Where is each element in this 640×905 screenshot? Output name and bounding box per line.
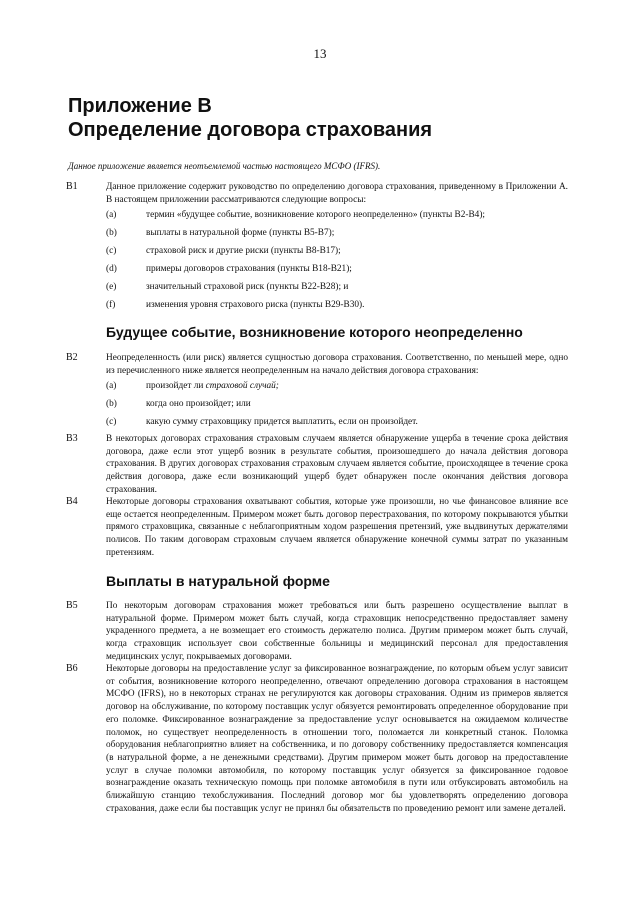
list-item-text: значительный страховой риск (пункты B22-B28); и [146,282,349,292]
intro-note: Данное приложение является неотъемлемой частью настоящего МСФО (IFRS). [68,161,381,171]
paragraph-number-b4: B4 [66,496,78,507]
list-item-letter: (a) [106,381,117,391]
list-item-letter: (c) [106,246,117,256]
list-item-text: изменения уровня страхового риска (пункты B29-B30). [146,300,365,310]
paragraph-b3-text: В некоторых договорах страхования страховым случаем является обнаружение ущерба в течение срока действия договора, даже если этот ущерб возник в результате события, произошедшего до начала действия договора страхования. В других договорах страхования страховым случаем является событие, происходящее в течение срока действия договора, даже если возникающий ущерб будет обнаружен после окончания действия договора страхования. [106,434,568,495]
paragraph-number-b2: B2 [66,352,78,363]
paragraph-number-b5: B5 [66,600,78,611]
paragraph-b4-text: Некоторые договоры страхования охватывают события, которые уже произошли, но чье финансовое влияние все еще остается неопределенным. Примером может быть договор перестрахования, по которому покрываются убытки прямого страховщика, связанные с неблагоприятным ходом разрешения претензий, уже выдвинутых держателями полисов. По таким договорам страховым случаем является обнаружение конечной суммы затрат по указанным претензиям. [106,497,568,558]
paragraph-number-b3: B3 [66,433,78,444]
list-item-text: какую сумму страховщику придется выплатить, если он произойдет. [146,417,418,427]
title-line-2: Определение договора страхования [68,119,433,141]
paragraph-number-b6: B6 [66,663,78,674]
list-item-letter: (a) [106,210,117,220]
list-item-letter: (b) [106,228,117,238]
list-item-text [146,381,566,391]
paragraph-b5-text: По некоторым договорам страхования может требоваться или быть разрешено осуществление выплат в натуральной форме. Примером может быть случай, когда страховщик непосредственно предоставляет замену украденного предмета, а не возмещает его стоимость держателю полиса. Другим примером может быть случай, когда страховщик использует свои собственные больницы и медицинский персонал для предоставления медицинских услуг, покрываемых договорами. [106,601,568,662]
section-heading-payments-in-kind: Выплаты в натуральной форме [106,573,330,589]
page-number: 13 [313,46,327,61]
title-line-1: Приложение В [68,95,212,117]
list-item-text: когда оно произойдет; или [146,399,251,409]
appendix-title [68,94,432,142]
list-item-text: страховой риск и другие риски (пункты B8-B17); [146,246,341,256]
list-item-text-italic: страховой случай; [205,381,279,391]
list-item-letter: (c) [106,417,117,427]
paragraph-number-b1: B1 [66,181,78,192]
list-item-text: термин «будущее событие, возникновение которого неопределенно» (пункты B2-B4); [146,210,485,220]
list-item-text: выплаты в натуральной форме (пункты B5-B7); [146,228,335,238]
paragraph-b6-text: Некоторые договоры на предоставление услуг за фиксированное вознаграждение, по которым объем услуг зависит от события, возникновение которого неопределенно, отвечают определению договора страхования в настоящем МСФО (IFRS), но в некоторых странах не регулируются как договоры страхования. Одним из примеров является договор на обслуживание, по которому поставщик услуг обязуется ремонтировать определенное оборудование при его поломке. Фиксированное вознаграждение за предоставление услуг основывается на ожидаемом количестве поломок, но существует неопределенность в отношении того, поломается ли конкретный станок. Поломка оборудования неблагоприятно влияет на собственника, и по договору собственнику предоставляется компенсация (в натуральной форме, а не денежными средствами). Другим примером может быть договор на предоставление услуг в случае поломки автомобиля, по которому поставщик услуг обязуется за фиксированное годовое вознаграждение оказать техническую помощь при поломке автомобиля в пути или отбуксировать автомобиль на ближайшую станцию техобслуживания. Последний договор мог бы удовлетворять определению договора страхования, даже если бы поставщик услуг не принял бы обязательств по проведению ремонт или замене деталей. [106,664,568,814]
paragraph-b1-text: Данное приложение содержит руководство по определению договора страхования, приведенному в Приложении А. В настоящем приложении рассматриваются следующие вопросы: [106,182,568,205]
list-item-letter: (d) [106,264,117,274]
section-heading-future-event: Будущее событие, возникновение которого неопределенно [106,324,523,340]
list-item-text: примеры договоров страхования (пункты B18-B21); [146,264,352,274]
list-item-letter: (e) [106,282,117,292]
paragraph-b2-text: Неопределенность (или риск) является сущностью договора страхования. Соответственно, по меньшей мере, одно из перечисленного ниже является неопределенным на начало действия договора страхования: [106,353,568,376]
list-item-letter: (f) [106,300,116,310]
list-item-letter: (b) [106,399,117,409]
list-item-text-plain: произойдет ли [146,381,206,391]
